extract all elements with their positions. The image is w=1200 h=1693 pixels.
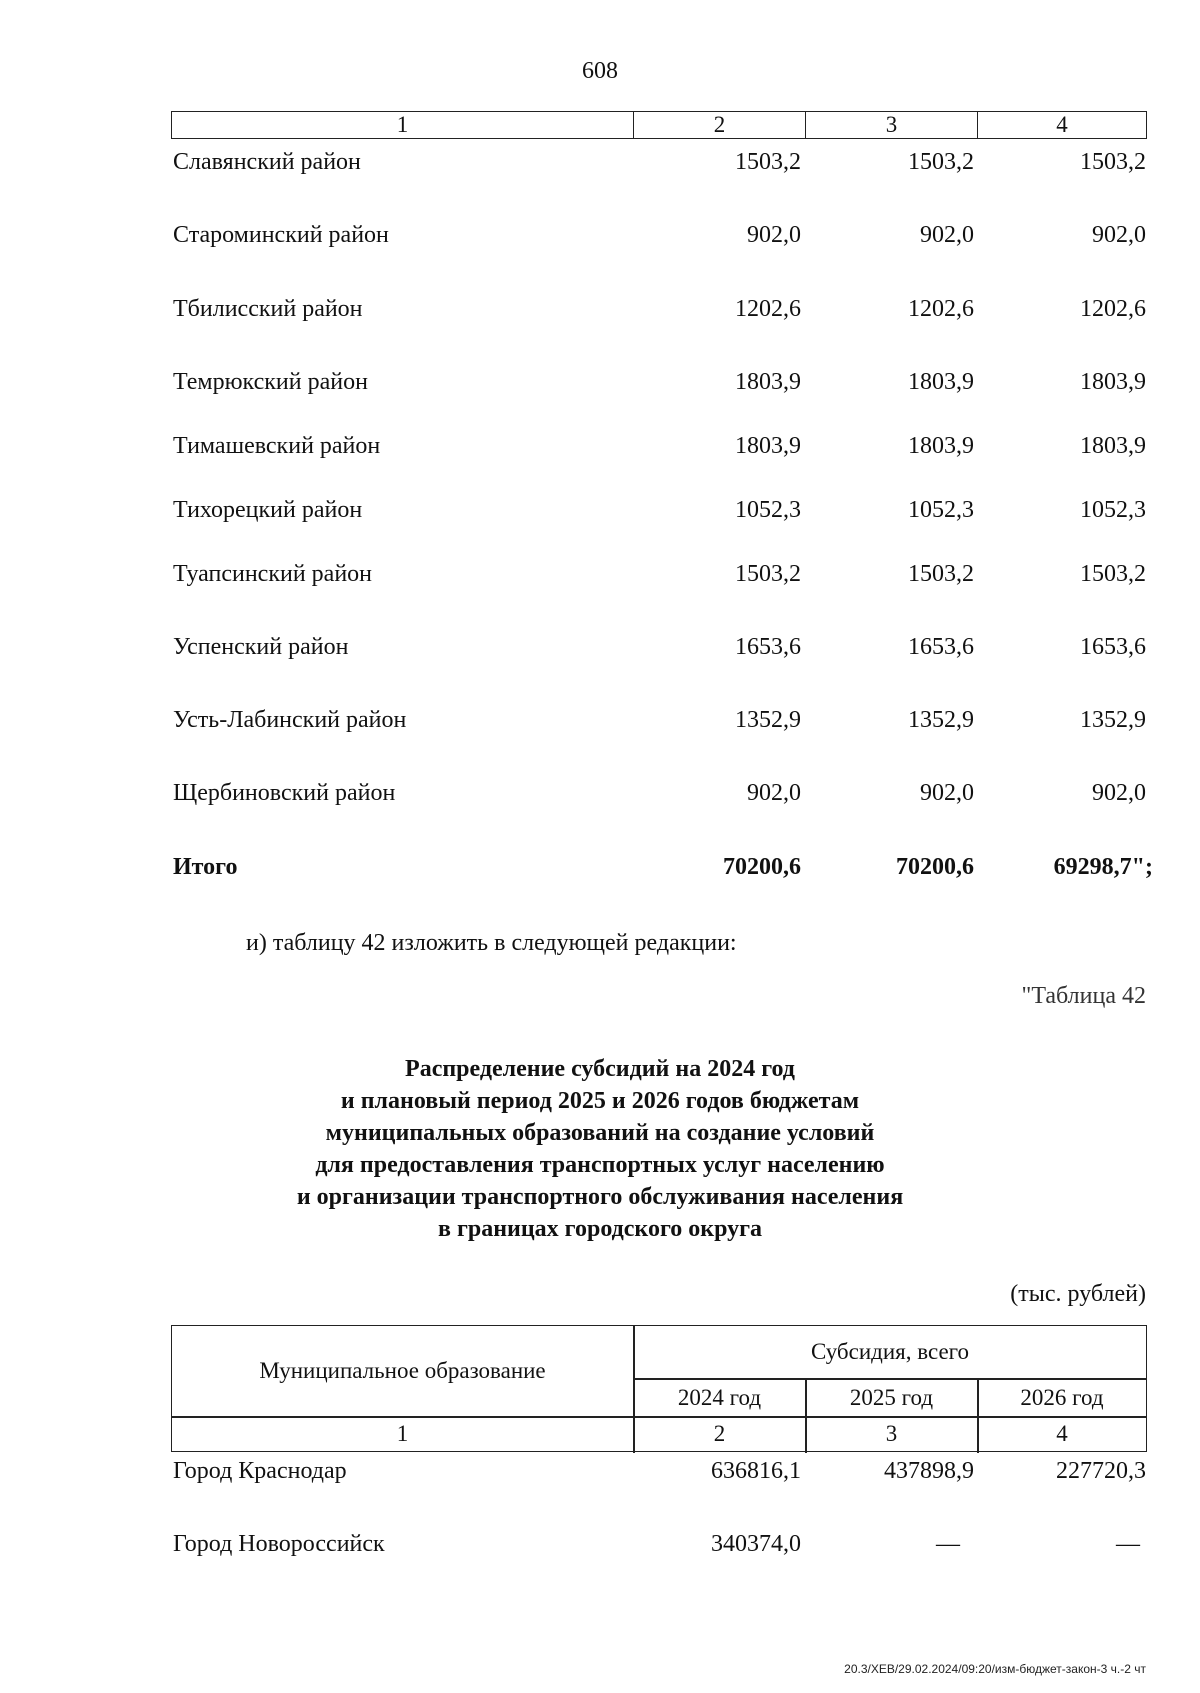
value-2024: 1503,2: [735, 561, 801, 587]
value-2026: 1503,2: [1080, 561, 1146, 587]
year-2024-header: 2024 год: [677, 1384, 762, 1410]
value-2026: 1503,2: [1080, 149, 1146, 175]
value-2025: 437898,9: [884, 1458, 974, 1484]
page-number: 608: [582, 58, 618, 84]
row-name: Тихорецкий район: [173, 497, 363, 523]
row-name: Успенский район: [173, 634, 349, 660]
value-2024: 1202,6: [735, 296, 801, 322]
title-line: и плановый период 2025 и 2026 годов бюджетам: [340, 1088, 860, 1114]
value-2024: 902,0: [747, 780, 801, 806]
table-title: [0, 1053, 1200, 1245]
value-2025: 1803,9: [908, 433, 974, 459]
header-col-2: 2: [634, 112, 806, 138]
value-2025: 1052,3: [908, 497, 974, 523]
value-2026: 1803,9: [1080, 433, 1146, 459]
title-line: Распределение субсидий на 2024 год: [405, 1056, 795, 1082]
table-row: [0, 1458, 1200, 1492]
total-2026: 69298,7";: [1053, 854, 1153, 880]
row-name: Славянский район: [173, 149, 361, 175]
value-2025: 1503,2: [908, 149, 974, 175]
value-2025: 902,0: [920, 222, 974, 248]
value-2024: 1503,2: [735, 149, 801, 175]
table-label: "Таблица 42: [1021, 983, 1146, 1009]
value-2024: 1803,9: [735, 369, 801, 395]
value-2026: —: [1116, 1531, 1140, 1557]
value-2026: 1202,6: [1080, 296, 1146, 322]
row-name: Щербиновский район: [173, 780, 396, 806]
value-2026: 1052,3: [1080, 497, 1146, 523]
header-col-4: 4: [1056, 112, 1068, 137]
table-row: [0, 497, 1200, 531]
value-2026: 1352,9: [1080, 707, 1146, 733]
table-row: [0, 433, 1200, 467]
year-2026-header: 2026 год: [1020, 1384, 1104, 1410]
row-name: Усть-Лабинский район: [173, 707, 407, 733]
row-name: Город Краснодар: [173, 1458, 347, 1484]
number-col-3: 3: [885, 1421, 898, 1446]
value-2025: 1503,2: [908, 561, 974, 587]
title-line: и организации транспортного обслуживания населения: [296, 1184, 904, 1210]
header-col-1: 1: [172, 112, 634, 138]
number-col-4: 4: [1056, 1421, 1068, 1446]
document-code: 20.3/ХЕВ/29.02.2024/09:20/изм-бюджет-закон-3 ч.-2 чт: [844, 1662, 1146, 1676]
municipality-header: Муниципальное образование: [259, 1358, 546, 1383]
total-row: [0, 854, 1200, 888]
value-2025: 1352,9: [908, 707, 974, 733]
table-row: [0, 561, 1200, 595]
total-2025: 70200,6: [896, 854, 974, 880]
year-2025-header: 2025 год: [849, 1384, 934, 1410]
subsidy-table-header: [171, 1325, 1147, 1452]
value-2025: 1653,6: [908, 634, 974, 660]
table-row: [0, 780, 1200, 814]
row-name: Темрюкский район: [173, 369, 368, 395]
column-number-header: [171, 111, 1147, 139]
subsidy-total-header: Субсидия, всего: [810, 1339, 970, 1364]
number-col-2: 2: [713, 1421, 726, 1446]
value-2026: 1653,6: [1080, 634, 1146, 660]
value-2024: 1352,9: [735, 707, 801, 733]
total-2024: 70200,6: [723, 854, 801, 880]
value-2026: 902,0: [1092, 780, 1146, 806]
value-2026: 227720,3: [1056, 1458, 1146, 1484]
value-2025: 1202,6: [908, 296, 974, 322]
table-row: [0, 149, 1200, 183]
table-row: [0, 707, 1200, 741]
value-2024: 1803,9: [735, 433, 801, 459]
table-row: [0, 634, 1200, 668]
table-row: [0, 1531, 1200, 1565]
value-2025: 1803,9: [908, 369, 974, 395]
title-line: в границах городского округа: [437, 1216, 762, 1242]
row-name: Тбилисский район: [173, 296, 363, 322]
table-row: [0, 222, 1200, 256]
header-col-3: 3: [806, 112, 978, 138]
table-row: [0, 296, 1200, 330]
table-row: [0, 369, 1200, 403]
title-line: муниципальных образований на создание условий: [325, 1120, 875, 1146]
value-2024: 636816,1: [711, 1458, 801, 1484]
value-2024: 1052,3: [735, 497, 801, 523]
value-2024: 1653,6: [735, 634, 801, 660]
value-2026: 902,0: [1092, 222, 1146, 248]
row-name: Староминский район: [173, 222, 389, 248]
number-col-1: 1: [396, 1421, 409, 1446]
value-2025: 902,0: [920, 780, 974, 806]
amendment-intro: и) таблицу 42 изложить в следующей редакции:: [246, 930, 737, 956]
units-label: (тыс. рублей): [1010, 1281, 1146, 1307]
title-line: для предоставления транспортных услуг населению: [315, 1152, 885, 1178]
value-2024: 340374,0: [711, 1531, 801, 1557]
row-name: Тимашевский район: [173, 433, 381, 459]
row-name: Город Новороссийск: [173, 1531, 385, 1557]
value-2026: 1803,9: [1080, 369, 1146, 395]
value-2025: —: [936, 1531, 960, 1557]
value-2024: 902,0: [747, 222, 801, 248]
total-label: Итого: [173, 854, 238, 880]
row-name: Туапсинский район: [173, 561, 373, 587]
